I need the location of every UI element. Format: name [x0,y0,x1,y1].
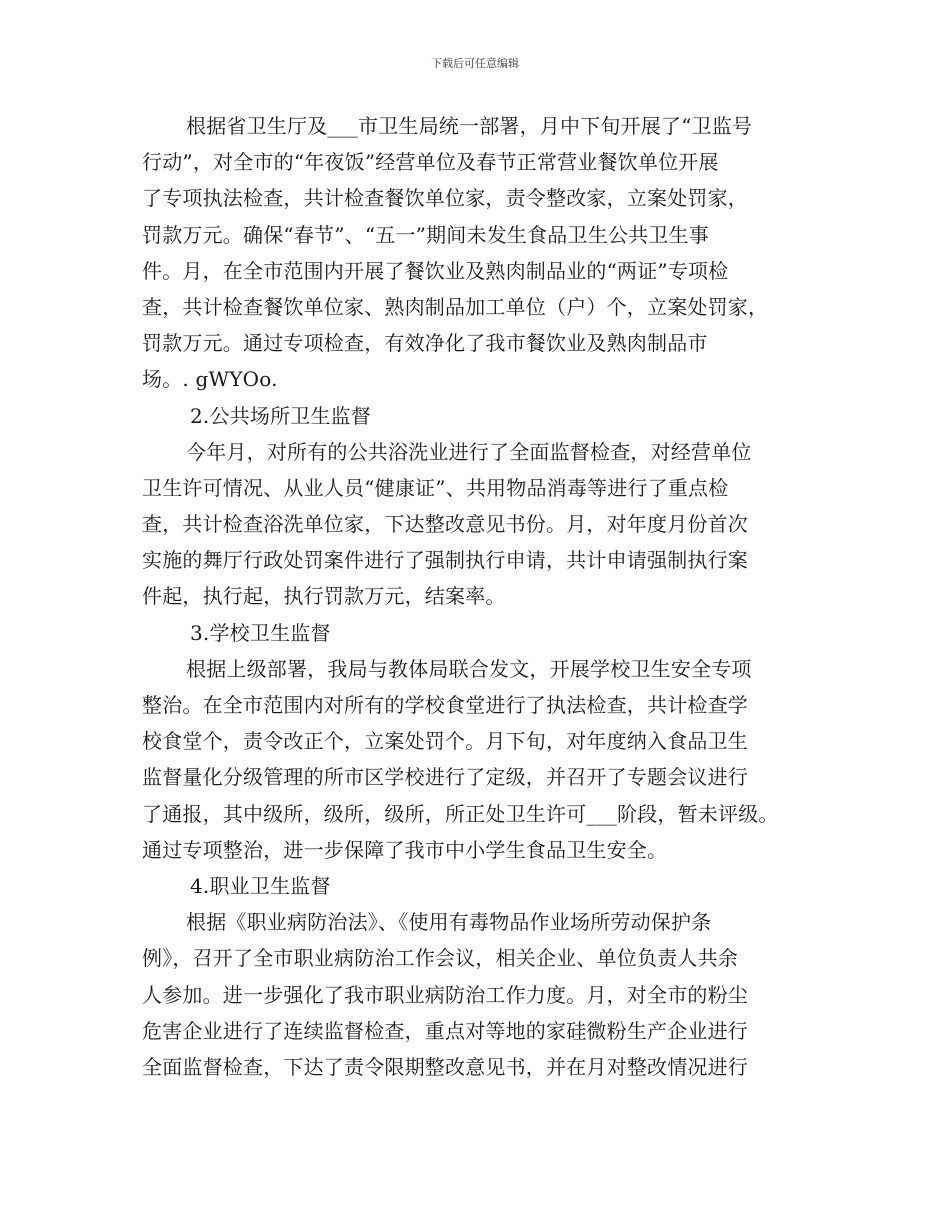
paragraph-line: 通过专项整治，进一步保障了我市中小学生食品卫生安全。 [142,837,668,862]
paragraph-line: 件起，执行起，执行罚款万元，结案率。 [142,584,506,609]
paragraph-line: 实施的舞厅行政处罚案件进行了强制执行申请，共计申请强制执行案 [142,548,748,573]
document-body [142,108,832,1085]
paragraph-line: 了专项执法检查，共计检查餐饮单位家，责令整改家，立案处罚家， [142,186,748,211]
paragraph-line: 根据《职业病防治法》、《使用有毒物品作业场所劳动保护条 [186,910,712,935]
section-heading: 3.学校卫生监督 [190,620,331,645]
paragraph-line: 校食堂个，责令改正个，立案处罚个。月下旬，对年度纳入食品卫生 [142,729,748,754]
paragraph-line: 罚款万元。通过专项检查，有效净化了我市餐饮业及熟肉制品市 [142,331,708,356]
page-header: 下载后可任意编辑 [431,57,519,70]
paragraph-line: 了通报，其中级所，级所，级所，所正处卫生许可___阶段，暂未评级。 [142,801,779,826]
paragraph-line: 查，共计检查浴洗单位家，下达整改意见书份。月，对年度月份首次 [142,512,748,537]
paragraph-line: 行动”，对全市的“年夜饭”经营单位及春节正常营业餐饮单位开展 [142,150,719,175]
paragraph-line: 今年月，对所有的公共浴洗业进行了全面监督检查，对经营单位 [186,439,752,464]
paragraph-line: 例》，召开了全市职业病防治工作会议，相关企业、单位负责人共余 [142,946,738,971]
paragraph-line: 罚款万元。确保“春节”、“五一”期间未发生食品卫生公共卫生事 [142,222,709,247]
paragraph-line: 场。. gWYOo. [142,367,278,392]
paragraph-line: 件。月，在全市范围内开展了餐饮业及熟肉制品业的“两证”专项检 [142,258,729,283]
paragraph-line: 人参加。进一步强化了我市职业病防治工作力度。月，对全市的粉尘 [142,982,748,1007]
paragraph-line: 查，共计检查餐饮单位家、熟肉制品加工单位（户）个，立案处罚家， [142,294,769,319]
section-heading: 4.职业卫生监督 [190,873,331,898]
paragraph-line: 整治。在全市范围内对所有的学校食堂进行了执法检查，共计检查学 [142,693,748,717]
paragraph-line: 全面监督检查，下达了责令限期整改意见书，并在月对整改情况进行 [142,1054,748,1079]
section-heading: 2.公共场所卫生监督 [190,403,372,428]
paragraph-line: 危害企业进行了连续监督检查，重点对等地的家硅微粉生产企业进行 [142,1018,748,1043]
paragraph-line: 监督量化分级管理的所市区学校进行了定级，并召开了专题会议进行 [142,765,748,790]
paragraph-line: 根据上级部署，我局与教体局联合发文，开展学校卫生安全专项 [186,656,752,681]
paragraph-line: 根据省卫生厅及___市卫生局统一部署，月中下旬开展了“卫监号 [186,114,753,138]
paragraph-line: 卫生许可情况、从业人员“健康证”、共用物品消毒等进行了重点检 [142,475,729,500]
